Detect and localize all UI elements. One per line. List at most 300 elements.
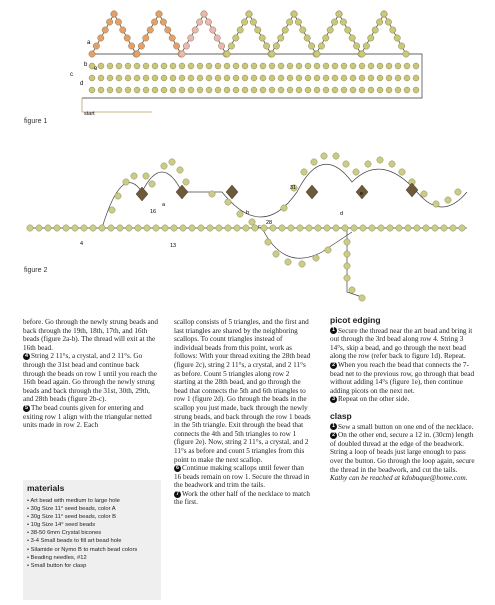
fig2-bead: [281, 205, 287, 211]
fig1-bead: [134, 63, 140, 69]
fig2-crystal: [226, 185, 238, 199]
fig1-bead: [116, 63, 122, 69]
picot-step-1-number: 1: [331, 327, 336, 334]
fig2-bead: [189, 225, 195, 231]
materials-item: • Small button for clasp: [27, 562, 157, 570]
fig1-start-thread: [82, 98, 152, 112]
fig2-bead: [344, 239, 350, 245]
fig2-bead: [325, 247, 331, 253]
step-4-text: String 2 11°s, a crystal, and 2 11°s. Go through the 31st bead and continue back through the beads on row 1 until you reach the 16th bead again. Go through the newly strung beads and back through the 31st, 30th, 29th, and 28th beads (figure 2b-c).: [23, 352, 157, 404]
fig1-label-d: d: [80, 81, 84, 87]
fig1-bead: [233, 35, 239, 41]
fig1-label-e: e: [94, 66, 98, 72]
fig1-bead: [398, 43, 404, 49]
fig1-bead: [214, 35, 220, 41]
fig1-bead: [287, 87, 293, 93]
fig2-bead: [315, 225, 321, 231]
fig1-bead: [282, 27, 288, 33]
fig1-bead: [332, 87, 338, 93]
fig1-bead: [98, 35, 104, 41]
fig2-bead: [297, 225, 303, 231]
clasp-step-2-text: On the other end, secure a 12 in. (30cm) length of doubled thread at the edge of the beadwork. String a loop of beads just large enough to pass over the button. Go through the loop again, secure the thread in the beadwork, and cut the tails.: [330, 431, 475, 474]
fig1-bead: [278, 75, 284, 81]
fig2-bead: [344, 275, 350, 281]
materials-item: • 30g Size 11° seed beads, color B: [27, 513, 157, 521]
fig2-bead: [126, 225, 132, 231]
fig1-bead: [368, 63, 374, 69]
fig2-bead: [81, 225, 87, 231]
fig2-label-16: 16: [150, 209, 157, 215]
materials-item: • 30g Size 11° seed beads, color A: [27, 505, 157, 513]
clasp-heading: clasp: [330, 410, 352, 421]
fig1-bead: [102, 27, 108, 33]
fig1-bead: [188, 75, 194, 81]
fig1-bead: [188, 35, 194, 41]
fig1-bead: [314, 87, 320, 93]
fig1-bead: [296, 87, 302, 93]
col2-paragraph: scallop consists of 5 triangles, and the first and last triangles are shared by the neighboring scallops. To count triangles instead of individual beads from this point, work as follows: With your thread exiting the 28th bead (figure 2c), string 2 11°s, a crystal, and 2 11°s as before. Count 5 triangles along row 2 starting at the 28th bead, and go through the bead that connects the 5th and 6th triangles to row 1 (figure 2d). Go through the beads in the scallop you just made, back through the newly strung beads, and back through the row 1 beads in the 5th triangle. Exit through the bead that connects the 4th and 5th triangles to row 1 (figure 2e). Now, string 2 11°s, a crystal, and 2 11°s as before and count 5 triangles from this point to make the next scallop.: [174, 318, 311, 464]
fig1-bead: [134, 75, 140, 81]
fig2-bead: [405, 225, 411, 231]
fig1-bead: [296, 63, 302, 69]
fig1-bead: [314, 75, 320, 81]
fig1-bead: [125, 75, 131, 81]
fig1-bead: [390, 27, 396, 33]
fig1-bead: [359, 75, 365, 81]
fig1-bead: [404, 63, 410, 69]
author-credit: Kathy can be reached at kdobuque@home.com.: [330, 474, 468, 483]
fig1-bead: [224, 51, 230, 57]
col1-paragraph: before. Go through the newly strung beads and back through the 19th, 18th, 17th, and 16th beads (figure 2a-b). The thread will exit at the 16th bead.: [23, 318, 158, 352]
fig1-bead: [350, 63, 356, 69]
column-1: [23, 318, 161, 430]
fig1-bead: [349, 35, 355, 41]
fig1-bead: [278, 87, 284, 93]
fig2-bead: [54, 225, 60, 231]
fig2-bead: [225, 225, 231, 231]
fig1-bead: [395, 63, 401, 69]
fig2-bead: [265, 239, 271, 245]
fig1-bead: [179, 75, 185, 81]
fig1-bead: [170, 75, 176, 81]
step-7-number: 7: [175, 490, 180, 497]
fig1-bead: [147, 27, 153, 33]
materials-title: materials: [27, 483, 65, 493]
fig2-bead: [333, 225, 339, 231]
picot-edging-heading: picot edging: [330, 315, 381, 325]
fig1-bead: [116, 75, 122, 81]
fig1-bead: [286, 19, 292, 25]
fig2-crystal: [406, 183, 418, 197]
fig1-bead: [287, 75, 293, 81]
fig1-bead: [170, 87, 176, 93]
clasp-step-2-number: 2: [331, 431, 336, 438]
fig1-bead: [224, 87, 230, 93]
step-5-text: The bead counts given for entering and exiting row 1 align with the triangular netted units made in row 2. Each: [23, 403, 152, 430]
fig2-label-13: 13: [170, 243, 177, 249]
fig1-bead: [215, 75, 221, 81]
column-2: [174, 318, 312, 507]
fig1-bead: [160, 19, 166, 25]
fig2-label-4: 4: [80, 241, 84, 247]
fig2-bead: [359, 295, 365, 301]
fig2-bead: [123, 179, 129, 185]
fig1-bead: [332, 63, 338, 69]
fig2-label-28: 28: [266, 220, 273, 226]
fig2-bead: [198, 225, 204, 231]
fig1-bead: [350, 75, 356, 81]
fig1-bead: [89, 75, 95, 81]
fig1-bead: [377, 75, 383, 81]
fig1-bead: [107, 63, 113, 69]
fig2-bead: [131, 173, 137, 179]
fig1-bead: [215, 63, 221, 69]
step-6-text: Continue making scallops until fewer than 16 beads remain on row 1. Secure the thread in the beadwork and trim the tails.: [174, 464, 310, 490]
fig2-bead: [365, 161, 371, 167]
fig1-bead: [296, 75, 302, 81]
fig2-bead: [351, 225, 357, 231]
materials-item: • 38-50 6mm Crystal bicones: [27, 529, 157, 537]
fig2-bead: [109, 207, 115, 213]
fig1-bead: [359, 63, 365, 69]
materials-item: • Art bead with medium to large hole: [27, 497, 157, 505]
fig2-label-31: 31: [290, 185, 297, 191]
fig1-bead: [327, 27, 333, 33]
fig2-bead: [450, 225, 456, 231]
fig1-bead: [206, 87, 212, 93]
fig1-bead: [210, 27, 216, 33]
fig1-bead: [161, 87, 167, 93]
fig2-bead: [455, 189, 461, 195]
fig2-crystal: [306, 185, 318, 199]
fig1-bead: [138, 43, 144, 49]
fig1-bead: [273, 43, 279, 49]
fig1-bead: [386, 63, 392, 69]
fig2-bead: [378, 225, 384, 231]
fig2-bead: [177, 167, 183, 173]
fig2-bead: [344, 251, 350, 257]
fig1-bead: [300, 27, 306, 33]
fig2-bead: [63, 225, 69, 231]
fig2-bead: [249, 219, 255, 225]
clasp-step-1-text: Sew a small button on one end of the necklace.: [338, 422, 474, 431]
fig2-bead: [237, 211, 243, 217]
fig1-bead: [395, 87, 401, 93]
fig2-bead: [313, 255, 319, 261]
fig1-bead: [201, 11, 207, 17]
fig2-label-a: a: [162, 202, 166, 208]
fig2-bead: [27, 225, 33, 231]
fig1-bead: [413, 63, 419, 69]
fig1-bead: [359, 51, 365, 57]
fig2-bead: [153, 225, 159, 231]
fig1-bead: [323, 75, 329, 81]
fig2-bead: [333, 153, 339, 159]
fig1-bead: [107, 87, 113, 93]
fig1-bead: [413, 75, 419, 81]
fig1-bead: [170, 63, 176, 69]
fig2-bead: [299, 261, 305, 267]
fig1-bead: [143, 87, 149, 93]
fig1-bead: [134, 51, 140, 57]
fig2-bead: [459, 225, 465, 231]
fig1-bead: [331, 19, 337, 25]
fig1-bead: [152, 75, 158, 81]
fig1-bead: [143, 35, 149, 41]
fig1-bead: [237, 27, 243, 33]
materials-item: • 3-4 Small beads to fill art bead hole: [27, 537, 157, 545]
fig1-bead: [386, 87, 392, 93]
fig1-bead: [224, 63, 230, 69]
materials-item: • Silamide or Nymo B to match bead colors: [27, 546, 157, 554]
fig2-bead: [342, 225, 348, 231]
fig1-bead: [305, 75, 311, 81]
fig1-bead: [107, 75, 113, 81]
fig1-bead: [143, 63, 149, 69]
fig1-bead: [394, 35, 400, 41]
figure-2-diagram: [22, 132, 475, 310]
fig1-bead: [134, 87, 140, 93]
fig1-bead: [125, 63, 131, 69]
fig2-bead: [369, 225, 375, 231]
fig1-bead: [413, 87, 419, 93]
fig2-bead: [423, 225, 429, 231]
fig1-bead: [318, 43, 324, 49]
fig2-bead: [99, 225, 105, 231]
fig1-bead: [377, 87, 383, 93]
fig1-bead: [314, 51, 320, 57]
picot-step-1-text: Secure the thread near the art bead and bring it out through the 3rd bead along row 4. String 3 14°s, skip a bead, and go through the next bead along the row (refer back to figure 1d). Repeat.: [330, 326, 473, 361]
fig2-crystal: [176, 185, 188, 199]
fig1-bead: [251, 63, 257, 69]
fig1-bead: [196, 19, 202, 25]
materials-item: • Beading needles, #12: [27, 554, 157, 562]
fig1-bead: [233, 87, 239, 93]
fig1-bead: [287, 63, 293, 69]
fig1-bead: [304, 35, 310, 41]
fig2-crystal: [136, 187, 148, 201]
fig1-bead: [259, 35, 265, 41]
picot-step-2-number: 2: [331, 361, 336, 368]
fig1-bead: [269, 75, 275, 81]
fig2-bead: [183, 179, 189, 185]
fig1-bead: [205, 19, 211, 25]
fig1-bead: [269, 51, 275, 57]
fig2-bead: [161, 163, 167, 169]
fig1-bead: [269, 63, 275, 69]
fig2-bead: [321, 153, 327, 159]
fig2-thread: [347, 228, 362, 297]
step-7-text: Work the other half of the necklace to match the first.: [174, 489, 310, 507]
fig2-bead: [143, 173, 149, 179]
fig2-bead: [306, 225, 312, 231]
fig1-bead: [192, 27, 198, 33]
fig1-bead: [260, 75, 266, 81]
fig2-bead: [377, 157, 383, 163]
fig1-bead: [124, 35, 130, 41]
fig2-bead: [432, 225, 438, 231]
picot-step-3-number: 3: [331, 396, 336, 403]
step-5-number: 5: [24, 404, 29, 411]
fig2-bead: [389, 161, 395, 167]
fig1-bead: [385, 19, 391, 25]
fig1-bead: [120, 27, 126, 33]
fig1-bead: [89, 51, 95, 57]
fig1-bead: [350, 87, 356, 93]
clasp-step-1-number: 1: [331, 423, 336, 430]
fig1-bead: [340, 19, 346, 25]
fig1-bead: [260, 87, 266, 93]
fig1-bead: [291, 11, 297, 17]
fig2-bead: [399, 169, 405, 175]
fig1-bead: [404, 87, 410, 93]
fig2-bead: [324, 225, 330, 231]
fig1-bead: [224, 75, 230, 81]
fig2-bead: [288, 225, 294, 231]
fig1-bead: [233, 63, 239, 69]
fig1-bead: [404, 75, 410, 81]
fig1-bead: [359, 87, 365, 93]
fig2-bead: [285, 259, 291, 265]
fig1-bead: [242, 87, 248, 93]
column-3: [330, 316, 475, 483]
figure-1-diagram: [22, 2, 475, 128]
fig1-bead: [305, 87, 311, 93]
fig2-bead: [135, 225, 141, 231]
fig2-bead: [445, 197, 451, 203]
fig1-bead: [345, 27, 351, 33]
fig2-bead: [216, 225, 222, 231]
fig1-bead: [314, 63, 320, 69]
fig2-bead: [441, 225, 447, 231]
fig1-bead: [218, 43, 224, 49]
fig1-bead: [341, 87, 347, 93]
fig1-bead: [98, 87, 104, 93]
fig1-bead: [179, 87, 185, 93]
materials-box: [23, 480, 161, 600]
fig2-bead: [414, 225, 420, 231]
fig2-bead: [72, 225, 78, 231]
fig2-label-b: b: [246, 210, 250, 216]
fig1-bead: [173, 43, 179, 49]
fig2-bead: [311, 159, 317, 165]
fig1-bead: [197, 75, 203, 81]
fig1-bead: [246, 11, 252, 17]
fig1-bead: [183, 43, 189, 49]
picot-step-3-text: Repeat on the other side.: [338, 395, 410, 404]
fig1-bead: [179, 51, 185, 57]
fig1-bead: [242, 63, 248, 69]
figure-1-caption: figure 1: [24, 118, 48, 125]
step-4-number: 4: [24, 353, 29, 360]
fig1-bead: [215, 87, 221, 93]
fig1-label-a: a: [87, 40, 91, 46]
fig1-bead: [188, 87, 194, 93]
fig1-bead: [179, 63, 185, 69]
fig2-bead: [234, 225, 240, 231]
fig1-bead: [308, 43, 314, 49]
fig1-bead: [368, 75, 374, 81]
fig2-bead: [279, 225, 285, 231]
fig1-start-label: start: [84, 111, 95, 117]
fig2-bead: [209, 191, 215, 197]
fig1-bead: [323, 87, 329, 93]
figure-2: [22, 132, 475, 310]
fig2-bead: [169, 159, 175, 165]
fig1-bead: [260, 63, 266, 69]
fig1-bead: [161, 75, 167, 81]
fig1-bead: [241, 19, 247, 25]
fig2-bead: [162, 225, 168, 231]
fig1-bead: [188, 63, 194, 69]
fig1-bead: [125, 87, 131, 93]
fig1-bead: [386, 75, 392, 81]
fig1-bead: [295, 19, 301, 25]
fig1-bead: [206, 75, 212, 81]
fig1-bead: [363, 43, 369, 49]
fig1-bead: [251, 75, 257, 81]
fig2-bead: [115, 193, 121, 199]
fig1-bead: [169, 35, 175, 41]
fig2-bead: [171, 225, 177, 231]
fig1-bead: [93, 43, 99, 49]
materials-list: [23, 497, 161, 570]
fig2-bead: [36, 225, 42, 231]
fig1-bead: [323, 35, 329, 41]
fig1-bead: [341, 75, 347, 81]
fig1-label-c: c: [70, 72, 73, 78]
fig2-bead: [343, 161, 349, 167]
fig1-bead: [263, 43, 269, 49]
fig1-bead: [305, 63, 311, 69]
fig2-bead: [344, 263, 350, 269]
fig1-bead: [152, 87, 158, 93]
fig2-bead: [225, 199, 231, 205]
fig1-bead: [228, 43, 234, 49]
fig1-bead: [255, 27, 261, 33]
fig1-bead: [197, 87, 203, 93]
fig1-bead: [98, 63, 104, 69]
fig2-bead: [45, 225, 51, 231]
step-6-number: 6: [175, 464, 180, 471]
fig1-bead: [111, 11, 117, 17]
fig1-bead: [395, 75, 401, 81]
fig2-bead: [243, 225, 249, 231]
figure-1: [22, 2, 475, 128]
fig1-bead: [233, 75, 239, 81]
fig1-bead: [250, 19, 256, 25]
fig1-bead: [377, 63, 383, 69]
fig2-bead: [207, 225, 213, 231]
fig2-bead: [421, 191, 427, 197]
fig1-bead: [278, 35, 284, 41]
fig2-bead: [301, 169, 307, 175]
fig1-bead: [161, 63, 167, 69]
fig1-bead: [376, 19, 382, 25]
fig2-label-e: e: [360, 191, 364, 197]
fig1-bead: [242, 75, 248, 81]
fig2-bead: [180, 225, 186, 231]
fig2-bead: [149, 181, 155, 187]
fig2-bead: [108, 225, 114, 231]
fig1-bead: [143, 75, 149, 81]
fig1-bead: [152, 63, 158, 69]
fig1-bead: [403, 51, 409, 57]
fig1-bead: [251, 87, 257, 93]
fig1-bead: [372, 27, 378, 33]
fig2-bead: [90, 225, 96, 231]
fig2-label-c: c: [258, 224, 261, 230]
